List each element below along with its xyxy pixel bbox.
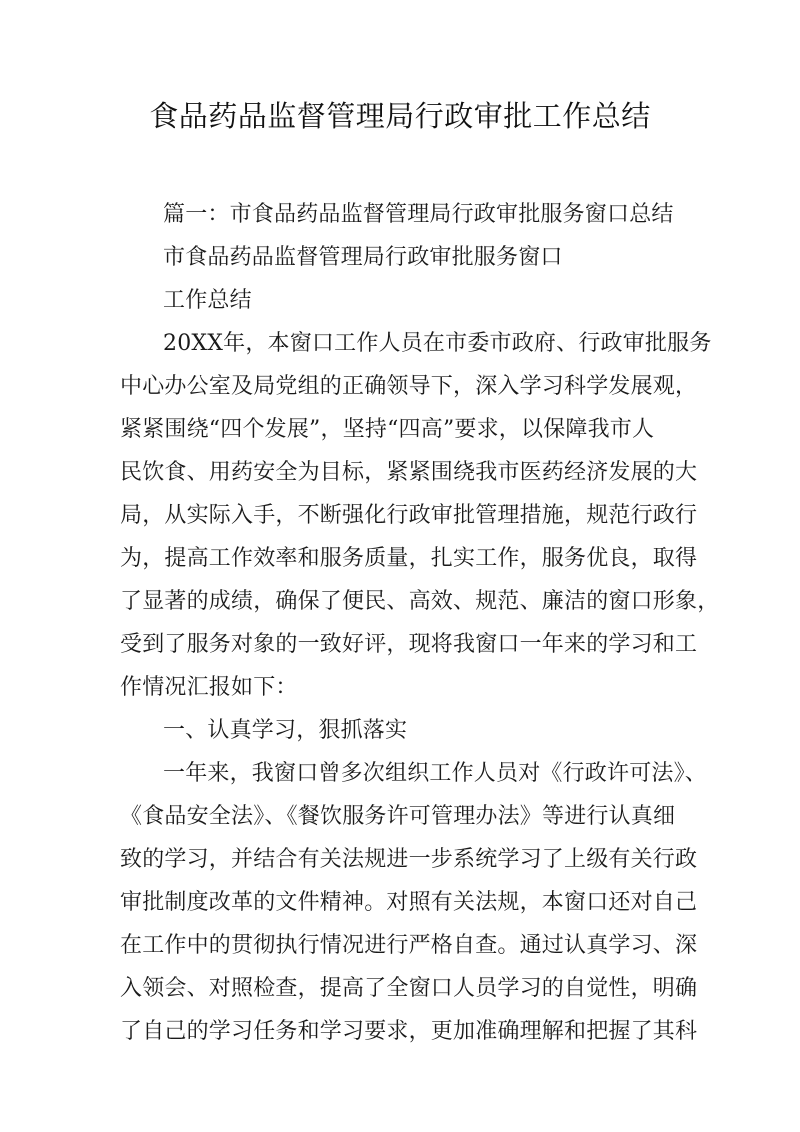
paragraph-line: 民饮食、用药安全为目标，紧紧围绕我市医药经济发展的大: [120, 460, 698, 485]
paragraph-line: 致的学习，并结合有关法规进一步系统学习了上级有关行政: [120, 847, 698, 872]
paragraph-line: 受到了服务对象的一致好评，现将我窗口一年来的学习和工: [120, 632, 698, 657]
subtitle-line: 市食品药品监督管理局行政审批服务窗口: [163, 245, 563, 270]
paragraph-line: 入领会、对照检查，提高了全窗口人员学习的自觉性，明确: [120, 976, 698, 1001]
paragraph-line: 一年来，我窗口曾多次组织工作人员对《行政许可法》、: [163, 761, 708, 786]
paragraph-line: 作情况汇报如下：: [120, 675, 298, 700]
paragraph-line: 审批制度改革的文件精神。对照有关法规，本窗口还对自己: [120, 890, 698, 915]
section-heading: 一、认真学习，狠抓落实: [163, 718, 408, 743]
section-heading: 篇一：市食品药品监督管理局行政审批服务窗口总结: [163, 202, 674, 227]
paragraph-line: 紧紧围绕“四个发展”，坚持“四高”要求，以保障我市人: [120, 417, 655, 442]
paragraph-line: 20XX年，本窗口工作人员在市委市政府、行政审批服务: [163, 331, 712, 356]
paragraph-line: 局，从实际入手，不断强化行政审批管理措施，规范行政行: [120, 503, 698, 528]
paragraph-line: 为，提高工作效率和服务质量，扎实工作，服务优良，取得: [120, 546, 698, 571]
subtitle-line: 工作总结: [163, 288, 252, 313]
paragraph-line: 了自己的学习任务和学习要求，更加准确理解和把握了其科: [120, 1019, 698, 1044]
document-title: 食品药品监督管理局行政审批工作总结: [149, 99, 651, 133]
paragraph-line: 《食品安全法》、《餐饮服务许可管理办法》等进行认真细: [120, 804, 676, 829]
paragraph-line: 在工作中的贯彻执行情况进行严格自查。通过认真学习、深: [120, 933, 698, 958]
paragraph-line: 中心办公室及局党组的正确领导下，深入学习科学发展观，: [120, 374, 698, 399]
paragraph-line: 了显著的成绩，确保了便民、高效、规范、廉洁的窗口形象，: [120, 589, 720, 614]
